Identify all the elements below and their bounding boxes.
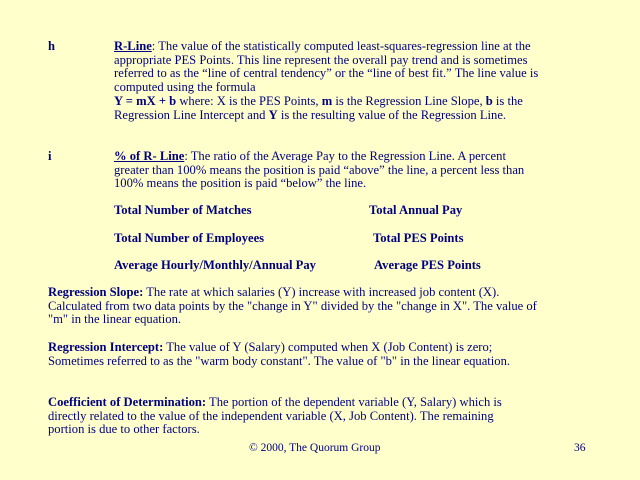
item-i-definition xyxy=(114,150,544,191)
item-h-term: R-Line xyxy=(114,39,152,53)
item-h-text2: where: X is the PES Points, xyxy=(176,93,322,108)
pair-left-average-pay: Average Hourly/Monthly/Annual Pay xyxy=(114,258,316,272)
item-h-definition xyxy=(114,40,554,122)
item-h-m: m xyxy=(321,93,333,108)
regression-slope-paragraph xyxy=(48,286,538,327)
item-h-text5: is the resulting value of the Regression Line. xyxy=(277,107,507,122)
item-i-letter: i xyxy=(48,149,52,163)
item-i-text: : The ratio of the Average Pay to the Regression Line. A percent greater than 100% means the position is paid “above” the line, a percent less than 100% means the position is paid “below” the line. xyxy=(114,149,525,191)
regression-slope-label: Regression Slope: xyxy=(48,285,144,299)
item-h-text3: is the Regression Line Slope, xyxy=(332,93,486,108)
item-h-y: Y xyxy=(268,107,278,122)
item-h-text4: is the Regression Line Intercept and xyxy=(114,93,523,122)
pair-right-pes-points: Total PES Points xyxy=(373,231,464,245)
pair-left-employees: Total Number of Employees xyxy=(114,231,265,245)
footer-copyright: © 2000, The Quorum Group xyxy=(249,442,381,454)
page-number: 36 xyxy=(574,442,586,454)
item-i-term: % of R- Line xyxy=(114,149,185,163)
pair-right-annual-pay: Total Annual Pay xyxy=(369,203,463,217)
determination-text: The portion of the dependent variable (Y, Salary) which is directly related to the value of the independent variable (X, Job Content). The remaining portion is due to other factors. xyxy=(48,395,502,437)
item-h-b: b xyxy=(485,93,493,108)
pair-right-average-pes: Average PES Points xyxy=(374,258,481,272)
pair-left-matches: Total Number of Matches xyxy=(114,203,252,217)
regression-slope-text: The rate at which salaries (Y) increase with increased job content (X). Calculated from two data points by the "change in Y" divided by the "change in X". The value of "m" in the linear equation. xyxy=(48,285,537,327)
regression-intercept-paragraph xyxy=(48,341,513,368)
regression-intercept-label: Regression Intercept: xyxy=(48,340,164,354)
item-h-formula: Y = mX + b xyxy=(114,93,177,108)
determination-label: Coefficient of Determination: xyxy=(48,395,207,409)
item-h-letter: h xyxy=(48,39,56,53)
determination-paragraph xyxy=(48,396,530,437)
regression-intercept-text: The value of Y (Salary) computed when X (Job Content) is zero; Sometimes referred to as the "warm body constant". The value of "b" in the linear equation. xyxy=(48,340,511,368)
item-h-text1: : The value of the statistically computed least-squares-regression line at the appropriate PES Points. This line represent the overall pay trend and is sometimes referred to as the “line of central tendency” or the “line of best fit.” The line value is computed using the formula xyxy=(114,39,539,95)
